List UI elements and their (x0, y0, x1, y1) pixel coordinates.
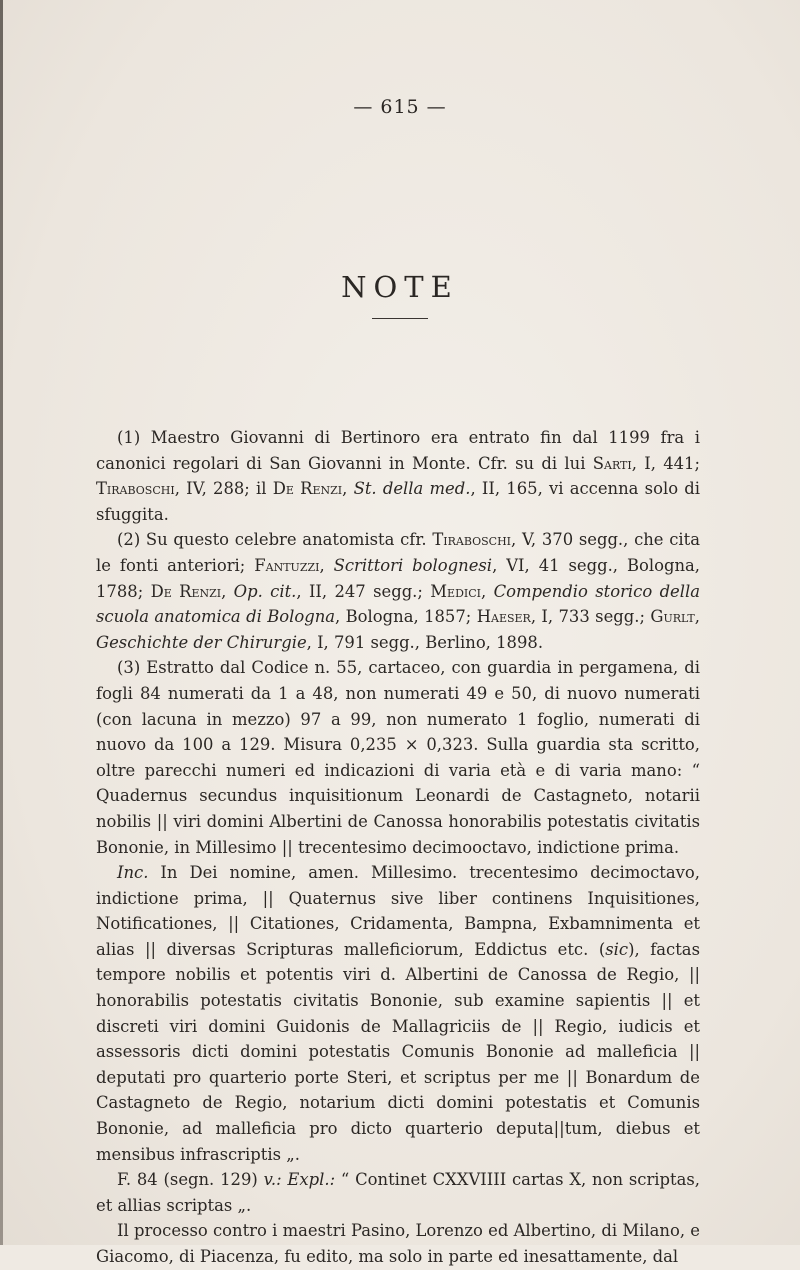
work-title: Compendio storico della scuola anatomica di Bologna (96, 581, 701, 627)
text-run: “ Continet CXXVIIII cartas X, non scriptas, et allias scriptas „. (96, 1170, 700, 1215)
explicit-label: v.: Expl.: (263, 1170, 336, 1190)
text-run: , II, 165, vi accenna solo di sfuggita. (96, 479, 701, 524)
footnote (96, 425, 700, 527)
author-name: Medici (430, 581, 482, 601)
notes-body (96, 425, 700, 1270)
text-run: F. 84 (segn. 129) (117, 1170, 264, 1190)
author-name: De Renzi (150, 581, 222, 601)
footnote (96, 527, 700, 655)
page-edge-shadow (0, 0, 3, 1245)
text-run: , I, 733 segg.; (530, 607, 651, 627)
section-heading: NOTE (341, 270, 459, 304)
text-run: Il processo contro i maestri Pasino, Lorenzo ed Albertino, di Milano, e Giacomo, di Piacenza, fu edito, ma solo in parte ed inesattamente, dal (96, 1221, 700, 1266)
author-name: Gurlt (650, 607, 695, 627)
text-run: , V, 370 segg., che cita le fonti anteriori; (96, 530, 700, 575)
text-run: , (221, 581, 234, 601)
body-paragraph (96, 1218, 700, 1269)
author-name: Haeser (476, 607, 531, 627)
author-name: Fantuzzi (254, 555, 320, 575)
work-title: St. della med. (353, 479, 471, 499)
text-run: (2) Su questo celebre anatomista cfr. (117, 530, 433, 550)
sic-mark: sic (605, 939, 629, 959)
author-name: De Renzi (272, 479, 343, 499)
text-run: , VI, 41 segg., Bologna, 1788; (96, 555, 701, 601)
explicit-paragraph (96, 1167, 700, 1218)
text-run: , IV, 288; il (174, 479, 273, 499)
text-run: , I, 441; (631, 453, 701, 473)
text-run: , (319, 555, 334, 575)
text-run: , I, 791 segg., Berlino, 1898. (306, 632, 544, 652)
text-run: ), factas tempore nobilis et potentis viri d. Albertini de Canossa de Regio, || honorabilis potestatis civitatis Bononie, sub examine sapientis || et discreti viri domini Guidonis de Mallagriciis de || Regio, iudicis et assessoris dicti domini potestatis Comunis Bononie ad malleficia || deputati pro quarterio porte Steri, et scriptus per me || Bonardum de Castagneto de Regio, notarium dicti domini potestatis et Comunis Bononie, ad malleficia pro dicto quarterio deputa||tum, diebus et mensibus infrascriptis „. (96, 939, 700, 1164)
author-name: Sarti (592, 453, 632, 473)
text-run: In Dei nomine, amen. Millesimo. trecentesimo decimoctavo, indictione prima, || Quaternus sive liber continens Inquisitiones, Notificationes, || Citationes, Cridamenta, Bampna, Exbamnimenta et alias || diversas Scripturas malleficiorum, Eddictus etc. ( (96, 863, 700, 959)
work-title: Geschichte der Chirurgie (96, 632, 307, 652)
text-run: , II, 247 segg.; (296, 581, 431, 601)
incipit-label: Inc. (117, 863, 149, 883)
text-run: , (342, 479, 354, 499)
author-name: Tiraboschi (432, 530, 512, 550)
text-run: (3) Estratto dal Codice n. 55, cartaceo, con guardia in pergamena, di fogli 84 numerati da 1 a 48, non numerati 49 e 50, di nuovo numerati (con lacuna in mezzo) 97 a 99, non numerato 1 foglio, numerati di nuovo da 100 a 129. Misura 0,235 × 0,323. Sulla guardia sta scritto, oltre parecchi numeri ed indicazioni di varia età e di varia mano: “ Quadernus secundus inquisitionum Leonardi de Castagneto, notarii nobilis || viri domini Albertini de Canossa honorabilis potestatis civitatis Bononie, in Millesimo || trecentesimo decimooctavo, indictione prima. (96, 658, 700, 857)
page-number: — 615 — (353, 96, 447, 118)
text-run: , Bologna, 1857; (335, 607, 477, 627)
work-title: Op. cit. (233, 581, 297, 601)
work-title: Scrittori bolognesi (333, 555, 493, 575)
text-run: , (481, 581, 494, 601)
footnote (96, 655, 700, 860)
text-run: , (694, 607, 700, 627)
author-name: Tiraboschi (96, 479, 175, 499)
incipit-paragraph (96, 860, 700, 1167)
text-run: (1) Maestro Giovanni di Bertinoro era entrato fin dal 1199 fra i canonici regolari di San Giovanni in Monte. Cfr. su di lui (96, 428, 700, 473)
heading-rule (372, 318, 428, 319)
